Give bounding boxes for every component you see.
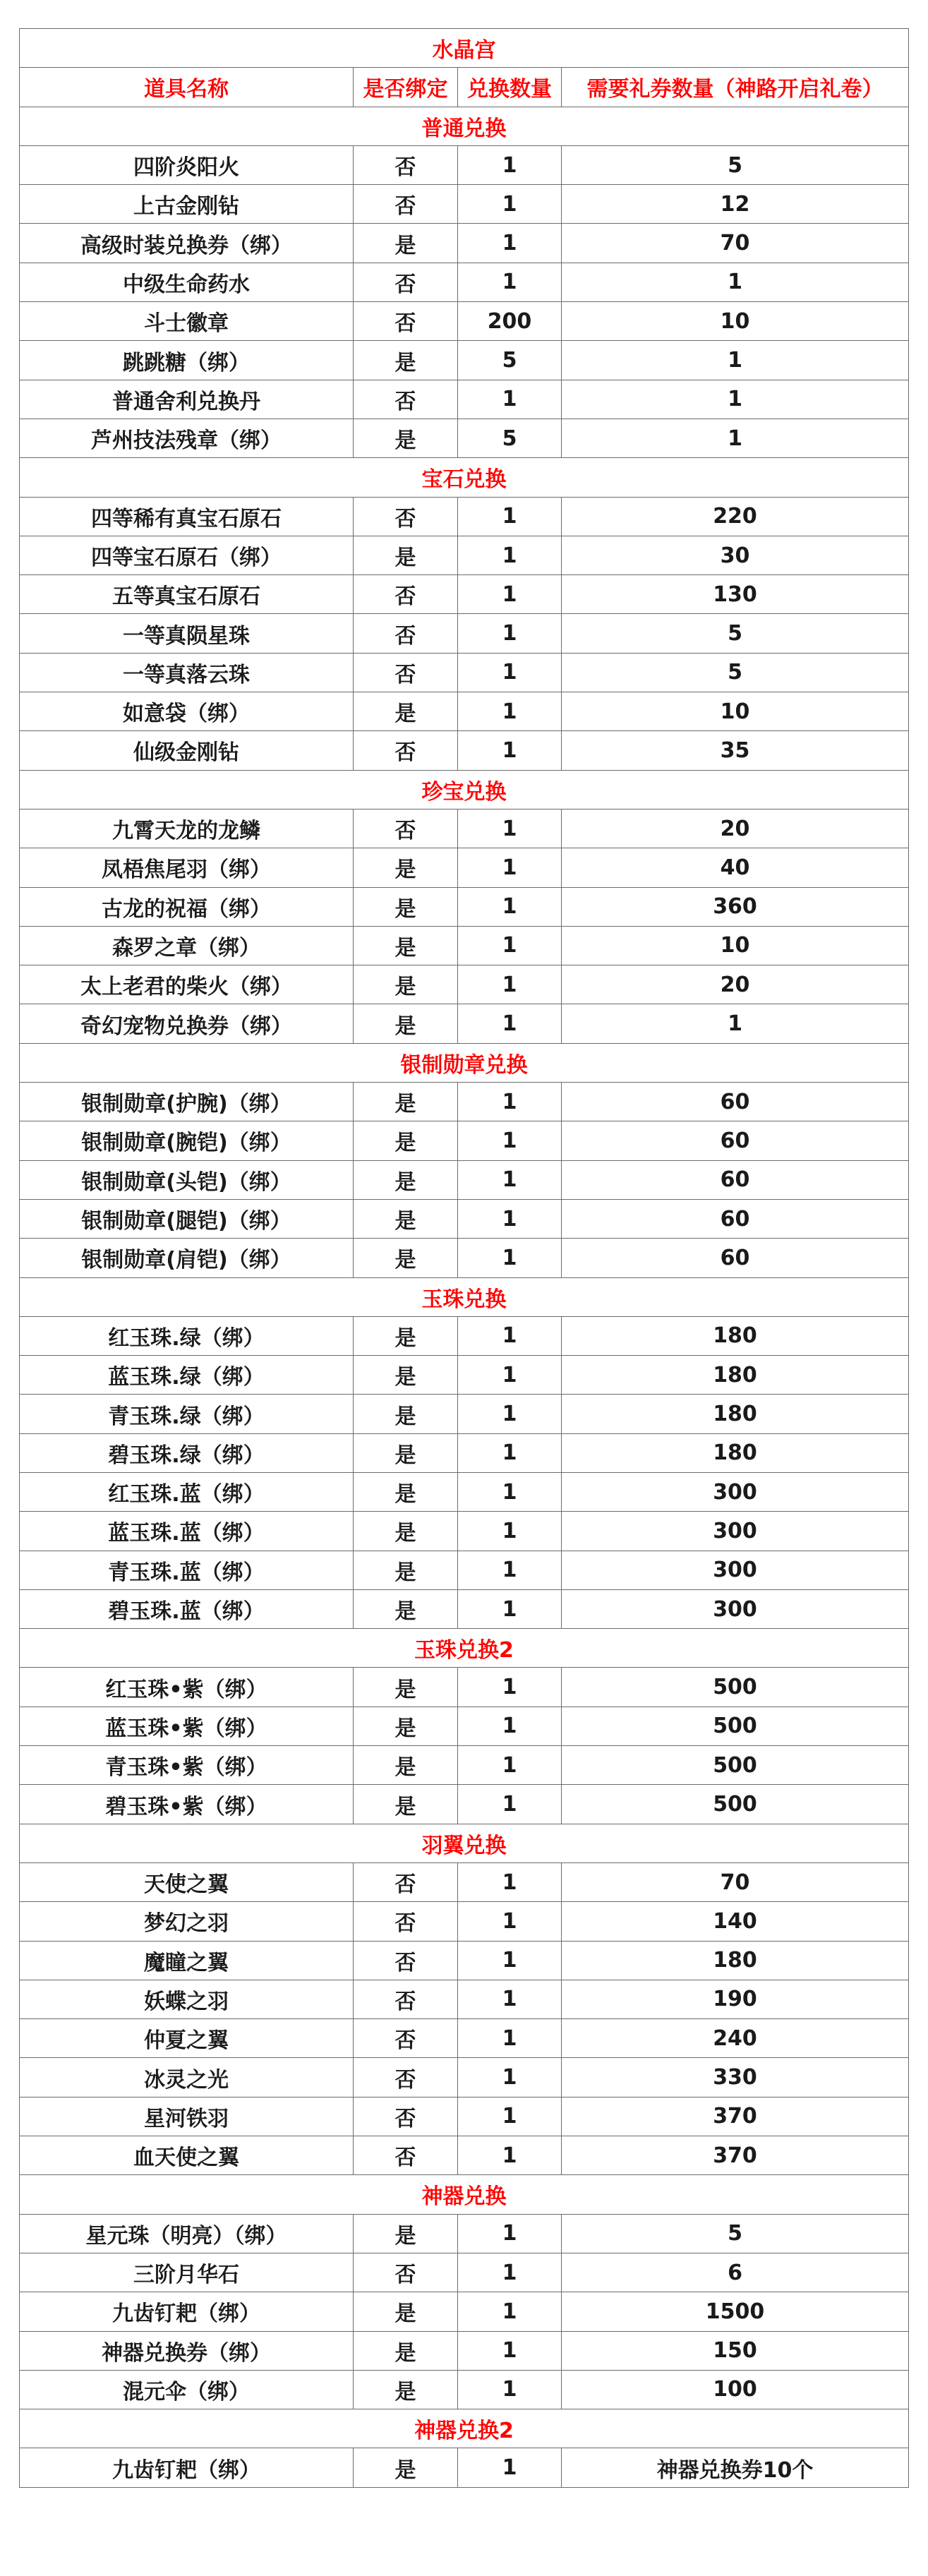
cost-cell: 330 xyxy=(562,2058,909,2097)
bound-cell: 是 xyxy=(354,1707,458,1745)
item-name-cell: 妖蝶之羽 xyxy=(20,1980,354,2018)
cost-cell: 1 xyxy=(562,419,909,457)
quantity-cell: 1 xyxy=(458,1551,562,1589)
table-row xyxy=(20,1707,909,1745)
bound-cell: 否 xyxy=(354,145,458,184)
bound-cell: 是 xyxy=(354,1668,458,1707)
bound-cell: 是 xyxy=(354,419,458,457)
bound-cell: 否 xyxy=(354,653,458,692)
item-name-cell: 奇幻宠物兑换券（绑） xyxy=(20,1004,354,1043)
table-row xyxy=(20,731,909,770)
item-name-cell: 仙级金刚钻 xyxy=(20,731,354,770)
table-row xyxy=(20,1941,909,1980)
quantity-cell: 1 xyxy=(458,1356,562,1395)
table-row xyxy=(20,887,909,926)
table-row xyxy=(20,653,909,692)
cost-cell: 300 xyxy=(562,1472,909,1511)
section-header-row xyxy=(20,2409,909,2448)
table-row xyxy=(20,848,909,887)
table-row xyxy=(20,2136,909,2175)
cost-cell: 180 xyxy=(562,1433,909,1472)
quantity-cell: 1 xyxy=(458,2292,562,2331)
cost-cell: 60 xyxy=(562,1121,909,1160)
table-row xyxy=(20,965,909,1004)
table-row xyxy=(20,1239,909,1277)
bound-cell: 是 xyxy=(354,965,458,1004)
item-name-cell: 仲夏之翼 xyxy=(20,2019,354,2058)
exchange-table xyxy=(19,28,909,2488)
item-name-cell: 九齿钉耙（绑） xyxy=(20,2448,354,2487)
bound-cell: 是 xyxy=(354,887,458,926)
cost-cell: 180 xyxy=(562,1941,909,1980)
table-row xyxy=(20,497,909,536)
table-row xyxy=(20,2097,909,2136)
quantity-cell: 1 xyxy=(458,1121,562,1160)
quantity-cell: 1 xyxy=(458,926,562,965)
table-row xyxy=(20,2214,909,2253)
cost-cell: 180 xyxy=(562,1395,909,1433)
item-name-cell: 森罗之章（绑） xyxy=(20,926,354,965)
cost-cell: 10 xyxy=(562,926,909,965)
cost-cell: 30 xyxy=(562,536,909,574)
bound-cell: 否 xyxy=(354,2097,458,2136)
bound-cell: 是 xyxy=(354,2370,458,2409)
header-quantity: 兑换数量 xyxy=(458,68,562,107)
table-row xyxy=(20,1316,909,1355)
table-row xyxy=(20,341,909,380)
table-row xyxy=(20,1472,909,1511)
cost-cell: 70 xyxy=(562,1862,909,1901)
bound-cell: 否 xyxy=(354,1980,458,2018)
item-name-cell: 红玉珠.蓝（绑） xyxy=(20,1472,354,1511)
cost-cell: 1500 xyxy=(562,2292,909,2331)
item-name-cell: 魔瞳之翼 xyxy=(20,1941,354,1980)
section-title: 神器兑换2 xyxy=(20,2409,909,2448)
bound-cell: 否 xyxy=(354,809,458,848)
item-name-cell: 红玉珠.绿（绑） xyxy=(20,1316,354,1355)
quantity-cell: 1 xyxy=(458,1433,562,1472)
quantity-cell: 1 xyxy=(458,536,562,574)
quantity-cell: 1 xyxy=(458,224,562,263)
table-row xyxy=(20,1121,909,1160)
table-row xyxy=(20,185,909,224)
item-name-cell: 高级时装兑换券（绑） xyxy=(20,224,354,263)
item-name-cell: 一等真落云珠 xyxy=(20,653,354,692)
header-item-name: 道具名称 xyxy=(20,68,354,107)
item-name-cell: 天使之翼 xyxy=(20,1862,354,1901)
table-row xyxy=(20,2019,909,2058)
bound-cell: 否 xyxy=(354,263,458,301)
bound-cell: 否 xyxy=(354,614,458,653)
quantity-cell: 1 xyxy=(458,1941,562,1980)
bound-cell: 否 xyxy=(354,575,458,614)
cost-cell: 神器兑换券10个 xyxy=(562,2448,909,2487)
section-title: 宝石兑换 xyxy=(20,458,909,497)
bound-cell: 是 xyxy=(354,1239,458,1277)
quantity-cell: 1 xyxy=(458,1862,562,1901)
section-title: 羽翼兑换 xyxy=(20,1824,909,1862)
quantity-cell: 1 xyxy=(458,731,562,770)
table-row xyxy=(20,926,909,965)
section-title: 玉珠兑换2 xyxy=(20,1629,909,1668)
table-row xyxy=(20,1356,909,1395)
cost-cell: 10 xyxy=(562,692,909,731)
item-name-cell: 梦幻之羽 xyxy=(20,1902,354,1941)
quantity-cell: 1 xyxy=(458,2331,562,2370)
section-title: 银制勋章兑换 xyxy=(20,1043,909,1082)
cost-cell: 60 xyxy=(562,1199,909,1238)
bound-cell: 否 xyxy=(354,185,458,224)
cost-cell: 5 xyxy=(562,145,909,184)
quantity-cell: 1 xyxy=(458,1395,562,1433)
item-name-cell: 青玉珠.绿（绑） xyxy=(20,1395,354,1433)
cost-cell: 1 xyxy=(562,263,909,301)
bound-cell: 否 xyxy=(354,2253,458,2292)
quantity-cell: 1 xyxy=(458,887,562,926)
table-row xyxy=(20,380,909,419)
quantity-cell: 1 xyxy=(458,1746,562,1785)
quantity-cell: 1 xyxy=(458,809,562,848)
quantity-cell: 1 xyxy=(458,1472,562,1511)
bound-cell: 是 xyxy=(354,1356,458,1395)
cost-cell: 220 xyxy=(562,497,909,536)
cost-cell: 180 xyxy=(562,1316,909,1355)
cost-cell: 500 xyxy=(562,1668,909,1707)
quantity-cell: 1 xyxy=(458,1239,562,1277)
bound-cell: 否 xyxy=(354,302,458,341)
table-row xyxy=(20,1862,909,1901)
title-row xyxy=(20,29,909,68)
item-name-cell: 一等真陨星珠 xyxy=(20,614,354,653)
table-row xyxy=(20,1083,909,1121)
cost-cell: 6 xyxy=(562,2253,909,2292)
item-name-cell: 冰灵之光 xyxy=(20,2058,354,2097)
table-row xyxy=(20,1433,909,1472)
table-row xyxy=(20,1004,909,1043)
item-name-cell: 三阶月华石 xyxy=(20,2253,354,2292)
bound-cell: 否 xyxy=(354,2019,458,2058)
bound-cell: 是 xyxy=(354,1433,458,1472)
cost-cell: 300 xyxy=(562,1589,909,1628)
cost-cell: 20 xyxy=(562,809,909,848)
bound-cell: 否 xyxy=(354,1902,458,1941)
bound-cell: 是 xyxy=(354,1785,458,1824)
table-row xyxy=(20,1512,909,1551)
table-row xyxy=(20,2370,909,2409)
section-header-row xyxy=(20,1277,909,1316)
cost-cell: 300 xyxy=(562,1551,909,1589)
section-header-row xyxy=(20,2175,909,2214)
cost-cell: 150 xyxy=(562,2331,909,2370)
item-name-cell: 银制勋章(头铠)（绑） xyxy=(20,1160,354,1199)
cost-cell: 300 xyxy=(562,1512,909,1551)
item-name-cell: 四等稀有真宝石原石 xyxy=(20,497,354,536)
quantity-cell: 1 xyxy=(458,2253,562,2292)
bound-cell: 是 xyxy=(354,1746,458,1785)
table-row xyxy=(20,809,909,848)
quantity-cell: 5 xyxy=(458,419,562,457)
table-title: 水晶宫 xyxy=(20,29,909,68)
table-row xyxy=(20,1589,909,1628)
item-name-cell: 血天使之翼 xyxy=(20,2136,354,2175)
quantity-cell: 1 xyxy=(458,575,562,614)
bound-cell: 是 xyxy=(354,2448,458,2487)
item-name-cell: 银制勋章(肩铠)（绑） xyxy=(20,1239,354,1277)
section-header-row xyxy=(20,1043,909,1082)
table-row xyxy=(20,2292,909,2331)
item-name-cell: 银制勋章(护腕)（绑） xyxy=(20,1083,354,1121)
bound-cell: 否 xyxy=(354,1941,458,1980)
item-name-cell: 普通舍利兑换丹 xyxy=(20,380,354,419)
bound-cell: 是 xyxy=(354,2292,458,2331)
item-name-cell: 星河铁羽 xyxy=(20,2097,354,2136)
section-title: 珍宝兑换 xyxy=(20,770,909,809)
quantity-cell: 1 xyxy=(458,2019,562,2058)
table-row xyxy=(20,692,909,731)
bound-cell: 是 xyxy=(354,1589,458,1628)
bound-cell: 是 xyxy=(354,1199,458,1238)
quantity-cell: 1 xyxy=(458,2097,562,2136)
item-name-cell: 混元伞（绑） xyxy=(20,2370,354,2409)
quantity-cell: 200 xyxy=(458,302,562,341)
cost-cell: 1 xyxy=(562,1004,909,1043)
section-header-row xyxy=(20,1629,909,1668)
quantity-cell: 1 xyxy=(458,1512,562,1551)
table-row xyxy=(20,536,909,574)
bound-cell: 否 xyxy=(354,2058,458,2097)
item-name-cell: 太上老君的柴火（绑） xyxy=(20,965,354,1004)
item-name-cell: 青玉珠•紫（绑） xyxy=(20,1746,354,1785)
cost-cell: 140 xyxy=(562,1902,909,1941)
quantity-cell: 1 xyxy=(458,965,562,1004)
bound-cell: 是 xyxy=(354,536,458,574)
quantity-cell: 1 xyxy=(458,692,562,731)
quantity-cell: 1 xyxy=(458,653,562,692)
cost-cell: 500 xyxy=(562,1785,909,1824)
item-name-cell: 银制勋章(腕铠)（绑） xyxy=(20,1121,354,1160)
item-name-cell: 蓝玉珠•紫（绑） xyxy=(20,1707,354,1745)
item-name-cell: 蓝玉珠.绿（绑） xyxy=(20,1356,354,1395)
header-row xyxy=(20,68,909,107)
table-row xyxy=(20,263,909,301)
quantity-cell: 1 xyxy=(458,2136,562,2175)
bound-cell: 是 xyxy=(354,848,458,887)
cost-cell: 500 xyxy=(562,1707,909,1745)
exchange-table-body xyxy=(20,29,909,2488)
item-name-cell: 星元珠（明亮）（绑） xyxy=(20,2214,354,2253)
quantity-cell: 1 xyxy=(458,2214,562,2253)
cost-cell: 500 xyxy=(562,1746,909,1785)
quantity-cell: 1 xyxy=(458,380,562,419)
bound-cell: 是 xyxy=(354,1512,458,1551)
bound-cell: 是 xyxy=(354,926,458,965)
table-row xyxy=(20,1980,909,2018)
table-row xyxy=(20,1199,909,1238)
table-row xyxy=(20,302,909,341)
quantity-cell: 1 xyxy=(458,1785,562,1824)
section-header-row xyxy=(20,1824,909,1862)
item-name-cell: 九齿钉耙（绑） xyxy=(20,2292,354,2331)
cost-cell: 60 xyxy=(562,1160,909,1199)
table-row xyxy=(20,2448,909,2487)
bound-cell: 是 xyxy=(354,1004,458,1043)
quantity-cell: 1 xyxy=(458,2058,562,2097)
cost-cell: 40 xyxy=(562,848,909,887)
bound-cell: 是 xyxy=(354,224,458,263)
cost-cell: 5 xyxy=(562,2214,909,2253)
item-name-cell: 九霄天龙的龙鳞 xyxy=(20,809,354,848)
quantity-cell: 1 xyxy=(458,1902,562,1941)
table-row xyxy=(20,2253,909,2292)
cost-cell: 180 xyxy=(562,1356,909,1395)
quantity-cell: 1 xyxy=(458,1160,562,1199)
quantity-cell: 1 xyxy=(458,263,562,301)
bound-cell: 是 xyxy=(354,1160,458,1199)
quantity-cell: 1 xyxy=(458,1083,562,1121)
quantity-cell: 5 xyxy=(458,341,562,380)
cost-cell: 60 xyxy=(562,1239,909,1277)
item-name-cell: 银制勋章(腿铠)（绑） xyxy=(20,1199,354,1238)
quantity-cell: 1 xyxy=(458,2448,562,2487)
table-row xyxy=(20,614,909,653)
item-name-cell: 古龙的祝福（绑） xyxy=(20,887,354,926)
cost-cell: 1 xyxy=(562,341,909,380)
table-row xyxy=(20,145,909,184)
cost-cell: 35 xyxy=(562,731,909,770)
quantity-cell: 1 xyxy=(458,1199,562,1238)
item-name-cell: 中级生命药水 xyxy=(20,263,354,301)
bound-cell: 是 xyxy=(354,1083,458,1121)
table-row xyxy=(20,575,909,614)
table-row xyxy=(20,2331,909,2370)
header-cost: 需要礼券数量（神路开启礼卷） xyxy=(562,68,909,107)
bound-cell: 否 xyxy=(354,731,458,770)
cost-cell: 240 xyxy=(562,2019,909,2058)
cost-cell: 5 xyxy=(562,653,909,692)
section-title: 神器兑换 xyxy=(20,2175,909,2214)
section-header-row xyxy=(20,458,909,497)
table-row xyxy=(20,1668,909,1707)
section-header-row xyxy=(20,770,909,809)
bound-cell: 是 xyxy=(354,1395,458,1433)
bound-cell: 否 xyxy=(354,1862,458,1901)
item-name-cell: 五等真宝石原石 xyxy=(20,575,354,614)
item-name-cell: 四阶炎阳火 xyxy=(20,145,354,184)
item-name-cell: 凤梧焦尾羽（绑） xyxy=(20,848,354,887)
bound-cell: 是 xyxy=(354,1551,458,1589)
quantity-cell: 1 xyxy=(458,614,562,653)
table-row xyxy=(20,1902,909,1941)
quantity-cell: 1 xyxy=(458,1707,562,1745)
item-name-cell: 上古金刚钻 xyxy=(20,185,354,224)
item-name-cell: 四等宝石原石（绑） xyxy=(20,536,354,574)
table-row xyxy=(20,1746,909,1785)
cost-cell: 60 xyxy=(562,1083,909,1121)
item-name-cell: 碧玉珠.绿（绑） xyxy=(20,1433,354,1472)
bound-cell: 否 xyxy=(354,2136,458,2175)
cost-cell: 20 xyxy=(562,965,909,1004)
item-name-cell: 如意袋（绑） xyxy=(20,692,354,731)
cost-cell: 360 xyxy=(562,887,909,926)
cost-cell: 130 xyxy=(562,575,909,614)
header-bound: 是否绑定 xyxy=(354,68,458,107)
quantity-cell: 1 xyxy=(458,145,562,184)
bound-cell: 是 xyxy=(354,341,458,380)
item-name-cell: 蓝玉珠.蓝（绑） xyxy=(20,1512,354,1551)
section-title: 普通兑换 xyxy=(20,107,909,145)
cost-cell: 5 xyxy=(562,614,909,653)
cost-cell: 70 xyxy=(562,224,909,263)
quantity-cell: 1 xyxy=(458,1980,562,2018)
bound-cell: 是 xyxy=(354,1316,458,1355)
bound-cell: 是 xyxy=(354,2331,458,2370)
item-name-cell: 芦州技法残章（绑） xyxy=(20,419,354,457)
quantity-cell: 1 xyxy=(458,1316,562,1355)
item-name-cell: 碧玉珠.蓝（绑） xyxy=(20,1589,354,1628)
quantity-cell: 1 xyxy=(458,497,562,536)
item-name-cell: 神器兑换券（绑） xyxy=(20,2331,354,2370)
bound-cell: 是 xyxy=(354,2214,458,2253)
quantity-cell: 1 xyxy=(458,1668,562,1707)
item-name-cell: 跳跳糖（绑） xyxy=(20,341,354,380)
section-title: 玉珠兑换 xyxy=(20,1277,909,1316)
cost-cell: 10 xyxy=(562,302,909,341)
cost-cell: 370 xyxy=(562,2097,909,2136)
item-name-cell: 碧玉珠•紫（绑） xyxy=(20,1785,354,1824)
item-name-cell: 红玉珠•紫（绑） xyxy=(20,1668,354,1707)
section-header-row xyxy=(20,107,909,145)
bound-cell: 否 xyxy=(354,380,458,419)
table-row xyxy=(20,2058,909,2097)
cost-cell: 100 xyxy=(562,2370,909,2409)
table-row xyxy=(20,1395,909,1433)
table-row xyxy=(20,1551,909,1589)
bound-cell: 是 xyxy=(354,1121,458,1160)
bound-cell: 是 xyxy=(354,692,458,731)
cost-cell: 12 xyxy=(562,185,909,224)
table-row xyxy=(20,224,909,263)
quantity-cell: 1 xyxy=(458,185,562,224)
item-name-cell: 斗士徽章 xyxy=(20,302,354,341)
cost-cell: 190 xyxy=(562,1980,909,2018)
item-name-cell: 青玉珠.蓝（绑） xyxy=(20,1551,354,1589)
bound-cell: 是 xyxy=(354,1472,458,1511)
quantity-cell: 1 xyxy=(458,2370,562,2409)
table-row xyxy=(20,1785,909,1824)
table-row xyxy=(20,1160,909,1199)
quantity-cell: 1 xyxy=(458,1004,562,1043)
cost-cell: 370 xyxy=(562,2136,909,2175)
quantity-cell: 1 xyxy=(458,848,562,887)
table-row xyxy=(20,419,909,457)
cost-cell: 1 xyxy=(562,380,909,419)
bound-cell: 否 xyxy=(354,497,458,536)
quantity-cell: 1 xyxy=(458,1589,562,1628)
